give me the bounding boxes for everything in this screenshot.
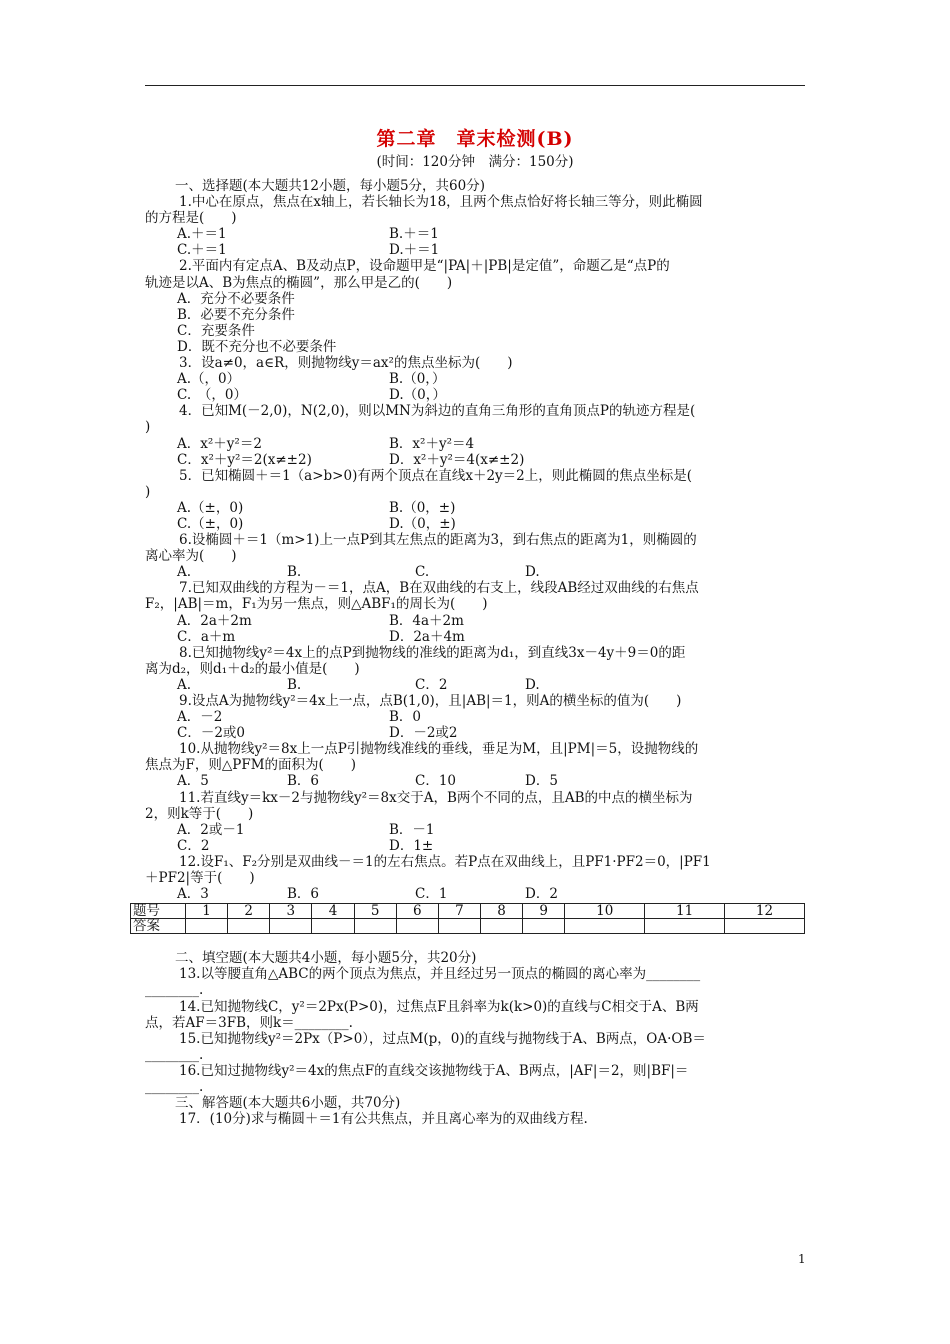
question-stem-continued: ) (145, 483, 151, 500)
fill-q13-line1: 13.以等腰直角△ABC的两个顶点为焦点，并且经过另一顶点的椭圆的离心率为________ (179, 966, 701, 983)
answer-option[interactable]: A．3 (177, 886, 209, 903)
answer-table-cell: 11 (645, 904, 725, 919)
question-stem: 11.若直线y＝kx－2与抛物线y²＝8x交于A，B两个不同的点，且AB的中点的横坐标为 (179, 789, 693, 806)
answer-option[interactable]: B．6 (287, 886, 320, 903)
answer-option[interactable]: C.＋＝1 (177, 242, 227, 259)
answer-option[interactable]: D．2a＋4m (389, 628, 465, 645)
option-row (145, 838, 810, 854)
answer-cell[interactable] (480, 919, 522, 934)
answer-option[interactable]: B．4a＋2m (389, 612, 464, 629)
choice-question (145, 258, 810, 355)
answer-option[interactable]: A.（，0） (177, 371, 241, 388)
option-row (145, 371, 810, 387)
page-subtitle: (时间：120分钟 满分：150分) (376, 154, 574, 170)
choice-question (145, 403, 810, 467)
question-stem-continued: F₂，|AB|＝m，F₁为另一焦点，则△ABF₁的周长为( ) (145, 596, 488, 613)
answer-table-cell: 9 (523, 904, 565, 919)
option-row (145, 516, 810, 532)
question-stem: 2.平面内有定点A、B及动点P，设命题甲是“|PA|＋|PB|是定值”，命题乙是“点P的 (179, 258, 670, 275)
answer-option[interactable]: C．－2或0 (177, 725, 246, 742)
question-stem: 5．已知椭圆＋＝1（a>b>0)有两个顶点在直线x＋2y＝2上，则此椭圆的焦点坐标是( (179, 467, 693, 484)
option-row (145, 452, 810, 468)
answer-option[interactable]: D．既不充分也不必要条件 (177, 338, 337, 355)
answer-cell[interactable] (186, 919, 228, 934)
fill-q13-line2: ________. (145, 982, 204, 999)
choice-question (145, 790, 810, 854)
question-stem: 12.设F₁、F₂分别是双曲线－＝1的左右焦点。若P点在双曲线上，且PF1·PF2＝0，|PF1 (179, 853, 711, 870)
answer-option[interactable]: B．x²＋y²＝4 (389, 435, 475, 452)
answer-cell[interactable] (645, 919, 725, 934)
choice-question (145, 355, 810, 403)
header-rule (145, 85, 805, 86)
option-row (145, 822, 810, 838)
answer-table-row1-label: 题号 (131, 904, 186, 919)
question-stem-continued: 轨迹是以A、B为焦点的椭圆”，那么甲是乙的( ) (145, 274, 453, 291)
answer-option[interactable]: C．10 (415, 773, 457, 790)
answer-option[interactable]: D.＋＝1 (389, 242, 440, 259)
option-row (145, 323, 810, 339)
option-row (145, 387, 810, 403)
answer-option[interactable]: A．2或－1 (177, 821, 245, 838)
section1-heading: 一、选择题(本大题共12小题，每小题5分，共60分) (175, 178, 485, 194)
question-stem: 9.设点A为抛物线y²＝4x上一点，点B(1,0)，且|AB|＝1，则A的横坐标的值为( ) (179, 693, 682, 709)
answer-option[interactable]: C．2 (415, 676, 448, 693)
choice-question (145, 468, 810, 532)
answer-option[interactable]: A. (177, 564, 192, 581)
answer-option[interactable]: D. (525, 676, 540, 693)
question-stem-continued: ) (145, 419, 151, 436)
question-stem: 10.从抛物线y²＝8x上一点P引抛物线准线的垂线，垂足为M，且|PM|＝5，设抛物线的 (179, 741, 699, 758)
answer-cell[interactable] (565, 919, 645, 934)
option-row (145, 242, 810, 258)
answer-option[interactable]: A.（±，0) (177, 499, 244, 516)
answer-option[interactable]: A.＋＝1 (177, 226, 227, 243)
question-stem: 6.设椭圆＋＝1（m>1)上一点P到其左焦点的距离为3，到右焦点的距离为1，则椭圆的 (179, 532, 697, 549)
choice-question (145, 693, 810, 741)
answer-table-cell: 12 (725, 904, 805, 919)
question-stem: 7.已知双曲线的方程为－＝1，点A，B在双曲线的右支上，线段AB经过双曲线的右焦点 (179, 580, 699, 597)
answer-option[interactable]: C．1 (415, 886, 448, 903)
answer-option[interactable]: B．必要不充分条件 (177, 306, 295, 323)
answer-option[interactable]: A．5 (177, 773, 209, 790)
answer-option[interactable]: D．x²＋y²＝4(x≠±2) (389, 451, 525, 468)
answer-table-cell: 1 (186, 904, 228, 919)
answer-table-cell: 8 (480, 904, 522, 919)
question-stem-continued: 2，则k等于( ) (145, 805, 254, 822)
answer-table-cell: 5 (354, 904, 396, 919)
answer-table-cell: 4 (312, 904, 354, 919)
answer-option[interactable]: B．－1 (389, 821, 435, 838)
option-row (145, 709, 810, 725)
answer-option[interactable]: B．6 (287, 773, 320, 790)
option-row (145, 307, 810, 323)
option-row (145, 677, 810, 693)
fill-q14-line1: 14.已知抛物线C，y²＝2Px(P>0)，过焦点F且斜率为k(k>0)的直线与C相交于A、B两 (179, 998, 699, 1015)
answer-option[interactable]: D．2 (525, 886, 558, 903)
question-stem-continued: ＋PF2|等于( ) (145, 870, 255, 887)
choice-question (145, 854, 810, 902)
answer-cell[interactable] (438, 919, 480, 934)
choice-question (145, 580, 810, 644)
fill-q16-line2: ________. (145, 1078, 204, 1095)
answer-table-number-row (131, 904, 805, 919)
answer-option[interactable]: B.（0，±) (389, 499, 456, 516)
choice-question (145, 532, 810, 580)
answer-option[interactable]: B.＋＝1 (389, 226, 439, 243)
answer-option[interactable]: A．－2 (177, 709, 223, 726)
answer-table-cell: 10 (565, 904, 645, 919)
answer-option[interactable]: C. （，0） (177, 387, 247, 404)
answer-option[interactable]: B. (287, 564, 302, 581)
answer-table-answer-row (131, 919, 805, 934)
answer-cell[interactable] (396, 919, 438, 934)
choice-question (145, 194, 810, 258)
answer-option[interactable]: D．－2或2 (389, 725, 458, 742)
option-row (145, 629, 810, 645)
fill-q16-line1: 16.已知过抛物线y²＝4x的焦点F的直线交该抛物线于A、B两点，|AF|＝2，则|BF|＝ (179, 1062, 689, 1079)
question-stem: 8.已知抛物线y²＝4x上的点P到抛物线的准线的距离为d₁，到直线3x－4y＋9＝0的距 (179, 644, 686, 661)
question-stem: 4．已知M(－2,0)，N(2,0)，则以MN为斜边的直角三角形的直角顶点P的轨迹方程是( (179, 403, 696, 420)
option-row (145, 500, 810, 516)
answer-option[interactable]: A．充分不必要条件 (177, 290, 295, 307)
answer-option[interactable]: D. (525, 564, 540, 581)
option-row (145, 773, 810, 789)
answer-option[interactable]: C. (415, 564, 430, 581)
fill-q14-line2: 点，若AF＝3FB，则k＝________. (145, 1014, 353, 1031)
option-row (145, 436, 810, 452)
answer-cell[interactable] (270, 919, 312, 934)
option-row (145, 291, 810, 307)
answer-table-cell: 3 (270, 904, 312, 919)
answer-cell[interactable] (523, 919, 565, 934)
question-stem-continued: 的方程是( ) (145, 210, 237, 227)
question-stem: 1.中心在原点，焦点在x轴上，若长轴长为18，且两个焦点恰好将长轴三等分，则此椭圆 (179, 194, 703, 211)
answer-table-cell: 2 (228, 904, 270, 919)
solve-q17: 17．(10分)求与椭圆＋＝1有公共焦点，并且离心率为的双曲线方程. (179, 1111, 588, 1128)
answer-option[interactable]: D.（0，） (389, 387, 446, 404)
question-stem: 3．设a≠0，a∈R，则抛物线y＝ax²的焦点坐标为( ) (179, 355, 513, 372)
answer-option[interactable]: D.（0，±) (389, 515, 456, 532)
page-title: 第二章 章末检测(B) (376, 128, 574, 150)
answer-option[interactable]: C．充要条件 (177, 322, 255, 339)
question-stem-continued: 离为d₂，则d₁＋d₂的最小值是( ) (145, 660, 360, 677)
page-number: 1 (798, 1252, 806, 1266)
fill-q15-line2: ________. (145, 1046, 204, 1063)
section2-heading: 二、填空题(本大题共4小题，每小题5分，共20分) (175, 950, 477, 967)
answer-option[interactable]: B. (287, 676, 302, 693)
option-row (145, 339, 810, 355)
choice-question (145, 741, 810, 789)
section3-heading: 三、解答题(本大题共6小题，共70分) (175, 1095, 401, 1112)
answer-cell[interactable] (228, 919, 270, 934)
answer-option[interactable]: B．0 (389, 709, 422, 726)
answer-option[interactable]: C．2 (177, 837, 210, 854)
question-stem-continued: 离心率为( ) (145, 548, 237, 565)
answer-option[interactable]: C．x²＋y²＝2(x≠±2) (177, 451, 312, 468)
answer-option[interactable]: A. (177, 676, 192, 693)
answer-cell[interactable] (725, 919, 805, 934)
answer-option[interactable]: A．2a＋2m (177, 612, 252, 629)
answer-table-cell: 7 (438, 904, 480, 919)
answer-option[interactable]: A．x²＋y²＝2 (177, 435, 262, 452)
option-row (145, 226, 810, 242)
answer-table-cell: 6 (396, 904, 438, 919)
document-body (133, 178, 810, 1128)
answer-option[interactable]: D．1± (389, 837, 434, 854)
answer-option[interactable]: C．a＋m (177, 628, 236, 645)
answer-cell[interactable] (354, 919, 396, 934)
option-row (145, 613, 810, 629)
answer-option[interactable]: B.（0，） (389, 371, 446, 388)
answer-table-row2-label: 答案 (131, 919, 186, 934)
answer-option[interactable]: C.（±，0) (177, 515, 244, 532)
fill-q15-line1: 15.已知抛物线y²＝2Px（P>0），过点M(p，0)的直线与抛物线于A、B两点，OA·OB＝ (179, 1030, 706, 1047)
question-stem-continued: 焦点为F，则△PFM的面积为( ) (145, 757, 357, 774)
option-row (145, 725, 810, 741)
answer-option[interactable]: D．5 (525, 773, 558, 790)
answer-cell[interactable] (312, 919, 354, 934)
question-list (145, 194, 810, 902)
answer-table (130, 903, 805, 934)
option-row (145, 564, 810, 580)
choice-question (145, 645, 810, 693)
option-row (145, 886, 810, 902)
